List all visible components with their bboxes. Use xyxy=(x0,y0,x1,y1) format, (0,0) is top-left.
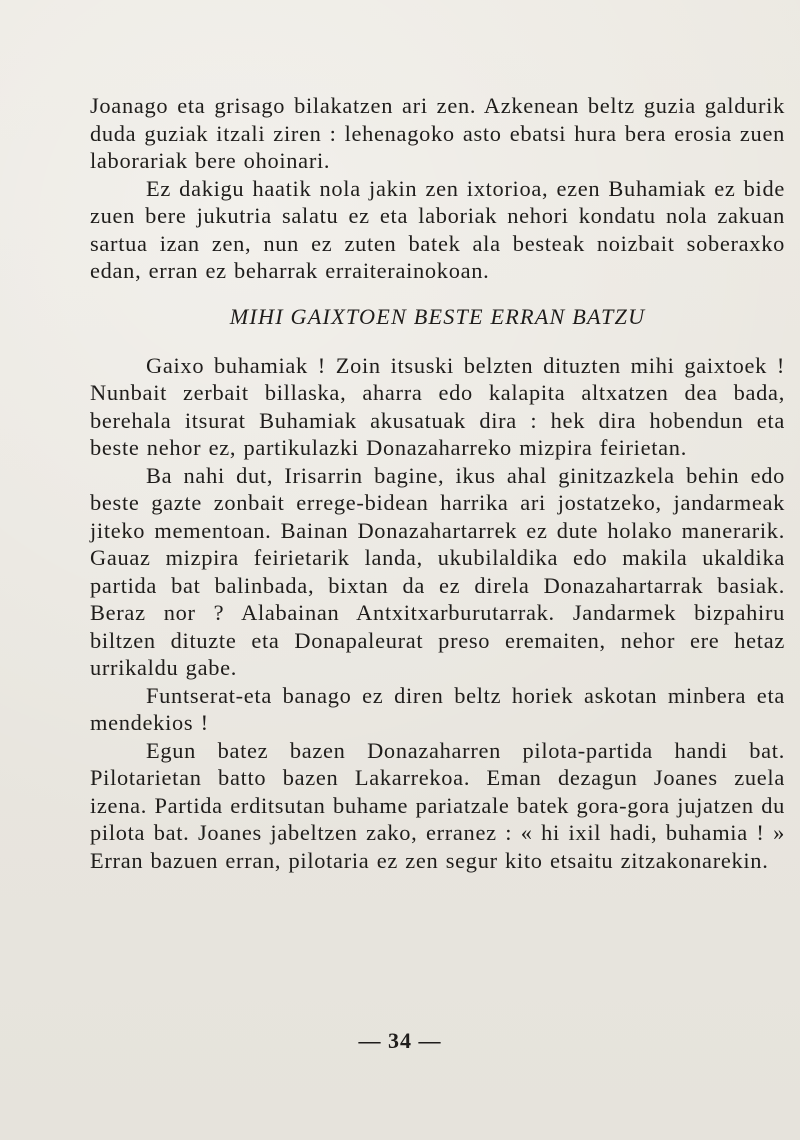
paragraph-2: Ez dakigu haatik nola jakin zen ixtorioa, ezen Buhamiak ez bide zuen bere jukutria salatu ez eta laboriak nehori kondatu nola zakuan sartua izan zen, nun ez zuten batek ala besteak noizbait soberaxko edan, erran ez beharrak erraiterainokoan. xyxy=(90,175,785,283)
paragraph-5: Funtserat-eta banago ez diren beltz horiek askotan minbera eta mendekios ! xyxy=(90,682,785,735)
paragraph-6: Egun batez bazen Donazaharren pilota-partida handi bat. Pilotarietan batto bazen Lakarrekoa. Eman dezagun Joanes zuela izena. Partida erditsutan buhame pariatzale batek gora-gora jujatzen du pilota bat. Joanes jabeltzen zako, erranez : « hi ixil hadi, buhamia ! » Erran bazuen erran, pilotaria ez zen segur kito etsaitu zitzakonarekin. xyxy=(90,737,785,873)
page-number: — 34 — xyxy=(358,1028,442,1053)
paragraph-4: Ba nahi dut, Irisarrin bagine, ikus ahal ginitzazkela behin edo beste gazte zonbait errege-bidean harrika ari jostatzeko, jandarmeak jiteko mementoan. Bainan Donazahartarrek ez dute holako manerarik. Gauaz mizpira feirietarik landa, ukubilaldika edo makila ukaldika partida bat balinbada, bixtan da ez direla Donazahartarrak basiak. Beraz nor ? Alabainan Antxitxarburutarrak. Jandarmek bizpahiru biltzen dituzte eta Donapaleurat preso eremaiten, nehor ere hetaz urrikaldu gabe. xyxy=(90,462,785,680)
paragraph-1: Joanago eta grisago bilakatzen ari zen. Azkenean beltz guzia galdurik duda guziak itzali ziren : lehenagoko asto ebatsi hura bera erosia zuen laborariak bere ohoinari. xyxy=(90,93,785,173)
body-text xyxy=(90,92,785,874)
section-heading: MIHI GAIXTOEN BESTE ERRAN BATZU xyxy=(229,303,646,329)
paragraph-3: Gaixo buhamiak ! Zoin itsuski belzten dituzten mihi gaixtoek ! Nunbait zerbait billaska, aharra edo kalapita altxatzen dea bada, berehala itsurat Buhamiak akusatuak dira : hek dira hobendun eta beste nehor ez, partikulazki Donazaharreko mizpira feirietan. xyxy=(90,352,785,460)
